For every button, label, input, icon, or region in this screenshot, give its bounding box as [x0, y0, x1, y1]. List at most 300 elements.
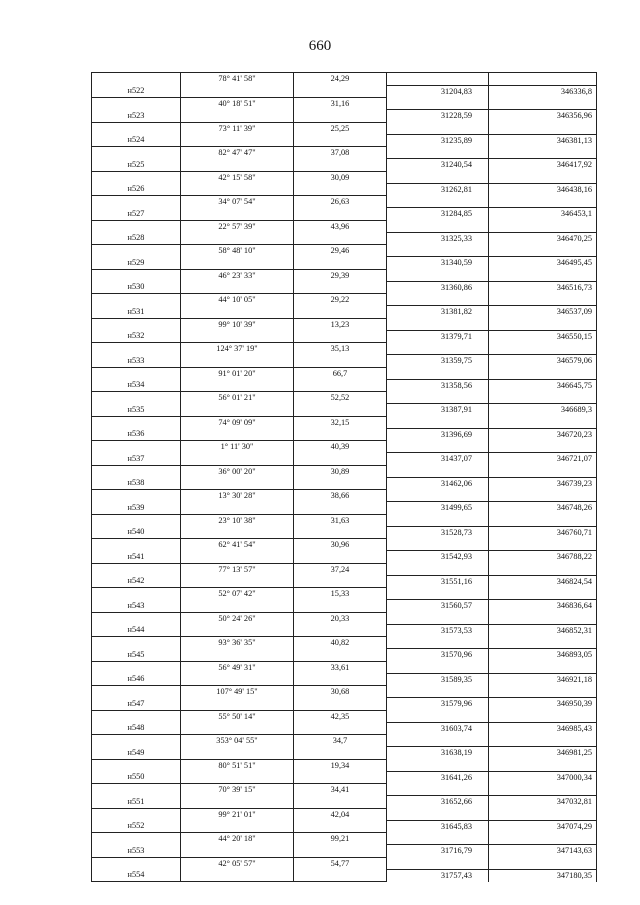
empty-angle-cell: [181, 453, 294, 465]
x-coordinate-cell: 31204,83: [387, 85, 489, 97]
point-name-cell: н537: [92, 453, 181, 465]
empty-name-cell: [92, 490, 181, 502]
distance-cell: 31,16: [294, 98, 387, 110]
distance-cell: 29,46: [294, 245, 387, 257]
direction-angle-cell: 34° 07' 54": [181, 196, 294, 208]
empty-y-cell: [489, 588, 597, 600]
point-row: [92, 796, 597, 808]
direction-angle-cell: 73° 11' 39": [181, 122, 294, 134]
empty-angle-cell: [181, 208, 294, 220]
distance-cell: 40,39: [294, 441, 387, 453]
segment-row: [92, 661, 597, 673]
x-coordinate-cell: 31570,96: [387, 649, 489, 661]
empty-name-cell: [92, 857, 181, 869]
y-coordinate-cell: 346381,13: [489, 134, 597, 146]
empty-y-cell: [489, 147, 597, 159]
empty-distance-cell: [294, 134, 387, 146]
empty-y-cell: [489, 367, 597, 379]
empty-name-cell: [92, 759, 181, 771]
y-coordinate-cell: 346495,45: [489, 257, 597, 269]
point-row: [92, 624, 597, 636]
direction-angle-cell: 62° 41' 54": [181, 539, 294, 551]
empty-name-cell: [92, 612, 181, 624]
distance-cell: 42,04: [294, 808, 387, 820]
distance-cell: 32,15: [294, 416, 387, 428]
direction-angle-cell: 58° 48' 10": [181, 245, 294, 257]
empty-angle-cell: [181, 796, 294, 808]
empty-angle-cell: [181, 379, 294, 391]
empty-x-cell: [387, 686, 489, 698]
point-name-cell: н536: [92, 428, 181, 440]
y-coordinate-cell: 346788,22: [489, 551, 597, 563]
point-row: [92, 281, 597, 293]
segment-row: [92, 563, 597, 575]
x-coordinate-cell: 31573,53: [387, 624, 489, 636]
point-name-cell: н531: [92, 306, 181, 318]
empty-angle-cell: [181, 820, 294, 832]
x-coordinate-cell: 31652,66: [387, 796, 489, 808]
point-name-cell: н534: [92, 379, 181, 391]
empty-name-cell: [92, 686, 181, 698]
point-row: [92, 208, 597, 220]
empty-angle-cell: [181, 575, 294, 587]
y-coordinate-cell: 346516,73: [489, 281, 597, 293]
direction-angle-cell: 78° 41' 58": [181, 73, 294, 86]
empty-distance-cell: [294, 183, 387, 195]
y-coordinate-cell: 347032,81: [489, 796, 597, 808]
y-coordinate-cell: 347180,35: [489, 869, 597, 881]
empty-x-cell: [387, 465, 489, 477]
point-row: [92, 820, 597, 832]
x-coordinate-cell: 31387,91: [387, 404, 489, 416]
point-name-cell: н554: [92, 869, 181, 881]
point-name-cell: н524: [92, 134, 181, 146]
empty-angle-cell: [181, 600, 294, 612]
segment-row: [92, 196, 597, 208]
distance-cell: 30,96: [294, 539, 387, 551]
direction-angle-cell: 46° 23' 33": [181, 269, 294, 281]
point-row: [92, 257, 597, 269]
distance-cell: 24,29: [294, 73, 387, 86]
x-coordinate-cell: 31437,07: [387, 453, 489, 465]
point-row: [92, 526, 597, 538]
point-name-cell: н523: [92, 110, 181, 122]
y-coordinate-cell: 346836,64: [489, 600, 597, 612]
empty-x-cell: [387, 318, 489, 330]
empty-y-cell: [489, 122, 597, 134]
empty-name-cell: [92, 710, 181, 722]
empty-name-cell: [92, 465, 181, 477]
empty-angle-cell: [181, 747, 294, 759]
x-coordinate-cell: 31325,33: [387, 232, 489, 244]
empty-x-cell: [387, 122, 489, 134]
point-row: [92, 232, 597, 244]
point-row: [92, 404, 597, 416]
y-coordinate-cell: 346739,23: [489, 477, 597, 489]
empty-distance-cell: [294, 428, 387, 440]
empty-distance-cell: [294, 330, 387, 342]
point-name-cell: н527: [92, 208, 181, 220]
y-coordinate-cell: 347074,29: [489, 820, 597, 832]
point-name-cell: н541: [92, 551, 181, 563]
point-row: [92, 355, 597, 367]
empty-x-cell: [387, 588, 489, 600]
empty-angle-cell: [181, 869, 294, 881]
point-row: [92, 673, 597, 685]
empty-distance-cell: [294, 722, 387, 734]
point-name-cell: н532: [92, 330, 181, 342]
empty-x-cell: [387, 563, 489, 575]
empty-x-cell: [387, 514, 489, 526]
empty-angle-cell: [181, 355, 294, 367]
empty-x-cell: [387, 784, 489, 796]
direction-angle-cell: 82° 47' 47": [181, 147, 294, 159]
segment-row: [92, 245, 597, 257]
point-row: [92, 698, 597, 710]
empty-x-cell: [387, 294, 489, 306]
y-coordinate-cell: 347143,63: [489, 845, 597, 857]
point-name-cell: н526: [92, 183, 181, 195]
segment-row: [92, 490, 597, 502]
empty-y-cell: [489, 686, 597, 698]
segment-row: [92, 220, 597, 232]
point-row: [92, 722, 597, 734]
distance-cell: 13,23: [294, 318, 387, 330]
empty-x-cell: [387, 612, 489, 624]
point-name-cell: н528: [92, 232, 181, 244]
distance-cell: 42,35: [294, 710, 387, 722]
distance-cell: 30,68: [294, 686, 387, 698]
point-row: [92, 551, 597, 563]
empty-angle-cell: [181, 257, 294, 269]
empty-angle-cell: [181, 845, 294, 857]
direction-angle-cell: 56° 49' 31": [181, 661, 294, 673]
empty-x-cell: [387, 637, 489, 649]
direction-angle-cell: 1° 11' 30": [181, 441, 294, 453]
empty-name-cell: [92, 220, 181, 232]
empty-y-cell: [489, 245, 597, 257]
empty-x-cell: [387, 661, 489, 673]
empty-name-cell: [92, 269, 181, 281]
empty-name-cell: [92, 441, 181, 453]
empty-y-cell: [489, 490, 597, 502]
point-name-cell: н551: [92, 796, 181, 808]
empty-name-cell: [92, 171, 181, 183]
x-coordinate-cell: 31528,73: [387, 526, 489, 538]
empty-x-cell: [387, 392, 489, 404]
point-row: [92, 159, 597, 171]
empty-distance-cell: [294, 796, 387, 808]
y-coordinate-cell: 346417,92: [489, 159, 597, 171]
x-coordinate-cell: 31603,74: [387, 722, 489, 734]
empty-angle-cell: [181, 232, 294, 244]
point-name-cell: н525: [92, 159, 181, 171]
empty-x-cell: [387, 808, 489, 820]
empty-x-cell: [387, 857, 489, 869]
empty-name-cell: [92, 833, 181, 845]
empty-distance-cell: [294, 502, 387, 514]
empty-angle-cell: [181, 428, 294, 440]
y-coordinate-cell: 346893,05: [489, 649, 597, 661]
empty-angle-cell: [181, 281, 294, 293]
point-name-cell: н544: [92, 624, 181, 636]
empty-x-cell: [387, 759, 489, 771]
empty-angle-cell: [181, 722, 294, 734]
point-name-cell: н543: [92, 600, 181, 612]
empty-x-cell: [387, 245, 489, 257]
empty-y-cell: [489, 710, 597, 722]
direction-angle-cell: 70° 39' 15": [181, 784, 294, 796]
empty-name-cell: [92, 343, 181, 355]
segment-row: [92, 465, 597, 477]
x-coordinate-cell: 31560,57: [387, 600, 489, 612]
x-coordinate-cell: 31638,19: [387, 747, 489, 759]
empty-name-cell: [92, 367, 181, 379]
x-coordinate-cell: 31499,65: [387, 502, 489, 514]
point-row: [92, 771, 597, 783]
point-row: [92, 453, 597, 465]
segment-row: [92, 784, 597, 796]
empty-distance-cell: [294, 698, 387, 710]
segment-row: [92, 171, 597, 183]
empty-x-cell: [387, 735, 489, 747]
empty-y-cell: [489, 612, 597, 624]
y-coordinate-cell: 346438,16: [489, 183, 597, 195]
empty-angle-cell: [181, 477, 294, 489]
empty-distance-cell: [294, 845, 387, 857]
empty-name-cell: [92, 735, 181, 747]
distance-cell: 99,21: [294, 833, 387, 845]
empty-angle-cell: [181, 306, 294, 318]
direction-angle-cell: 52° 07' 42": [181, 588, 294, 600]
point-name-cell: н542: [92, 575, 181, 587]
empty-name-cell: [92, 539, 181, 551]
distance-cell: 19,34: [294, 759, 387, 771]
direction-angle-cell: 36° 00' 20": [181, 465, 294, 477]
distance-cell: 30,09: [294, 171, 387, 183]
distance-cell: 25,25: [294, 122, 387, 134]
empty-angle-cell: [181, 183, 294, 195]
segment-row: [92, 686, 597, 698]
y-coordinate-cell: 346721,07: [489, 453, 597, 465]
empty-y-cell: [489, 563, 597, 575]
empty-name-cell: [92, 196, 181, 208]
segment-row: [92, 392, 597, 404]
direction-angle-cell: 44° 10' 05": [181, 294, 294, 306]
empty-distance-cell: [294, 257, 387, 269]
empty-x-cell: [387, 98, 489, 110]
direction-angle-cell: 44° 20' 18": [181, 833, 294, 845]
empty-name-cell: [92, 784, 181, 796]
empty-name-cell: [92, 514, 181, 526]
distance-cell: 38,66: [294, 490, 387, 502]
direction-angle-cell: 42° 15' 58": [181, 171, 294, 183]
point-row: [92, 306, 597, 318]
direction-angle-cell: 13° 30' 28": [181, 490, 294, 502]
point-row: [92, 649, 597, 661]
point-name-cell: н545: [92, 649, 181, 661]
distance-cell: 35,13: [294, 343, 387, 355]
empty-distance-cell: [294, 159, 387, 171]
empty-angle-cell: [181, 673, 294, 685]
point-name-cell: н535: [92, 404, 181, 416]
direction-angle-cell: 22° 57' 39": [181, 220, 294, 232]
point-row: [92, 575, 597, 587]
direction-angle-cell: 91° 01' 20": [181, 367, 294, 379]
empty-name-cell: [92, 416, 181, 428]
empty-distance-cell: [294, 624, 387, 636]
distance-cell: 37,08: [294, 147, 387, 159]
empty-name-cell: [92, 122, 181, 134]
empty-y-cell: [489, 808, 597, 820]
segment-row: [92, 588, 597, 600]
point-row: [92, 134, 597, 146]
distance-cell: 54,77: [294, 857, 387, 869]
y-coordinate-cell: 346720,23: [489, 428, 597, 440]
distance-cell: 40,82: [294, 637, 387, 649]
coordinates-table-body: [92, 73, 597, 882]
segment-row: [92, 269, 597, 281]
segment-row: [92, 367, 597, 379]
x-coordinate-cell: 31284,85: [387, 208, 489, 220]
segment-row: [92, 833, 597, 845]
segment-row: [92, 710, 597, 722]
empty-distance-cell: [294, 526, 387, 538]
empty-name-cell: [92, 318, 181, 330]
distance-cell: 33,61: [294, 661, 387, 673]
direction-angle-cell: 353° 04' 55": [181, 735, 294, 747]
empty-x-cell: [387, 147, 489, 159]
point-name-cell: н553: [92, 845, 181, 857]
empty-distance-cell: [294, 110, 387, 122]
point-row: [92, 747, 597, 759]
distance-cell: 15,33: [294, 588, 387, 600]
empty-name-cell: [92, 245, 181, 257]
distance-cell: 52,52: [294, 392, 387, 404]
segment-row: [92, 122, 597, 134]
direction-angle-cell: 124° 37' 19": [181, 343, 294, 355]
coordinates-table: [91, 72, 597, 882]
point-name-cell: н547: [92, 698, 181, 710]
point-name-cell: н533: [92, 355, 181, 367]
y-coordinate-cell: 346921,18: [489, 673, 597, 685]
segment-row: [92, 857, 597, 869]
segment-row: [92, 735, 597, 747]
segment-row: [92, 416, 597, 428]
empty-y-cell: [489, 784, 597, 796]
empty-distance-cell: [294, 575, 387, 587]
empty-x-cell: [387, 269, 489, 281]
y-coordinate-cell: 346985,43: [489, 722, 597, 734]
direction-angle-cell: 107° 49' 15": [181, 686, 294, 698]
empty-name-cell: [92, 147, 181, 159]
empty-y-cell: [489, 416, 597, 428]
empty-x-cell: [387, 220, 489, 232]
x-coordinate-cell: 31396,69: [387, 428, 489, 440]
empty-y-cell: [489, 637, 597, 649]
segment-row: [92, 343, 597, 355]
y-coordinate-cell: 346760,71: [489, 526, 597, 538]
empty-distance-cell: [294, 355, 387, 367]
point-name-cell: н530: [92, 281, 181, 293]
empty-angle-cell: [181, 85, 294, 97]
empty-y-cell: [489, 539, 597, 551]
y-coordinate-cell: 346852,31: [489, 624, 597, 636]
x-coordinate-cell: 31381,82: [387, 306, 489, 318]
empty-y-cell: [489, 220, 597, 232]
x-coordinate-cell: 31262,81: [387, 183, 489, 195]
y-coordinate-cell: 346453,1: [489, 208, 597, 220]
empty-y-cell: [489, 661, 597, 673]
x-coordinate-cell: 31358,56: [387, 379, 489, 391]
distance-cell: 34,41: [294, 784, 387, 796]
distance-cell: 29,22: [294, 294, 387, 306]
direction-angle-cell: 99° 21' 01": [181, 808, 294, 820]
y-coordinate-cell: 346579,06: [489, 355, 597, 367]
point-row: [92, 869, 597, 881]
x-coordinate-cell: 31379,71: [387, 330, 489, 342]
segment-row: [92, 318, 597, 330]
point-row: [92, 502, 597, 514]
empty-x-cell: [387, 441, 489, 453]
empty-y-cell: [489, 98, 597, 110]
empty-y-cell: [489, 857, 597, 869]
empty-name-cell: [92, 294, 181, 306]
empty-name-cell: [92, 73, 181, 86]
y-coordinate-cell: 346689,3: [489, 404, 597, 416]
empty-y-cell: [489, 759, 597, 771]
x-coordinate-cell: 31716,79: [387, 845, 489, 857]
point-name-cell: н546: [92, 673, 181, 685]
x-coordinate-cell: 31757,43: [387, 869, 489, 881]
empty-distance-cell: [294, 820, 387, 832]
point-row: [92, 183, 597, 195]
empty-x-cell: [387, 196, 489, 208]
x-coordinate-cell: 31340,59: [387, 257, 489, 269]
empty-x-cell: [387, 73, 489, 86]
empty-x-cell: [387, 539, 489, 551]
point-row: [92, 845, 597, 857]
direction-angle-cell: 74° 09' 09": [181, 416, 294, 428]
empty-x-cell: [387, 367, 489, 379]
page-number: 660: [308, 38, 332, 54]
empty-angle-cell: [181, 624, 294, 636]
distance-cell: 43,96: [294, 220, 387, 232]
direction-angle-cell: 93° 36' 35": [181, 637, 294, 649]
distance-cell: 26,63: [294, 196, 387, 208]
point-name-cell: н548: [92, 722, 181, 734]
empty-distance-cell: [294, 453, 387, 465]
x-coordinate-cell: 31551,16: [387, 575, 489, 587]
empty-name-cell: [92, 98, 181, 110]
empty-distance-cell: [294, 649, 387, 661]
empty-distance-cell: [294, 747, 387, 759]
empty-angle-cell: [181, 649, 294, 661]
empty-angle-cell: [181, 771, 294, 783]
empty-name-cell: [92, 392, 181, 404]
empty-distance-cell: [294, 771, 387, 783]
direction-angle-cell: 77° 13' 57": [181, 563, 294, 575]
point-name-cell: н540: [92, 526, 181, 538]
point-name-cell: н549: [92, 747, 181, 759]
segment-row: [92, 147, 597, 159]
segment-row: [92, 294, 597, 306]
empty-name-cell: [92, 661, 181, 673]
empty-name-cell: [92, 588, 181, 600]
empty-distance-cell: [294, 477, 387, 489]
y-coordinate-cell: 346470,25: [489, 232, 597, 244]
empty-distance-cell: [294, 673, 387, 685]
